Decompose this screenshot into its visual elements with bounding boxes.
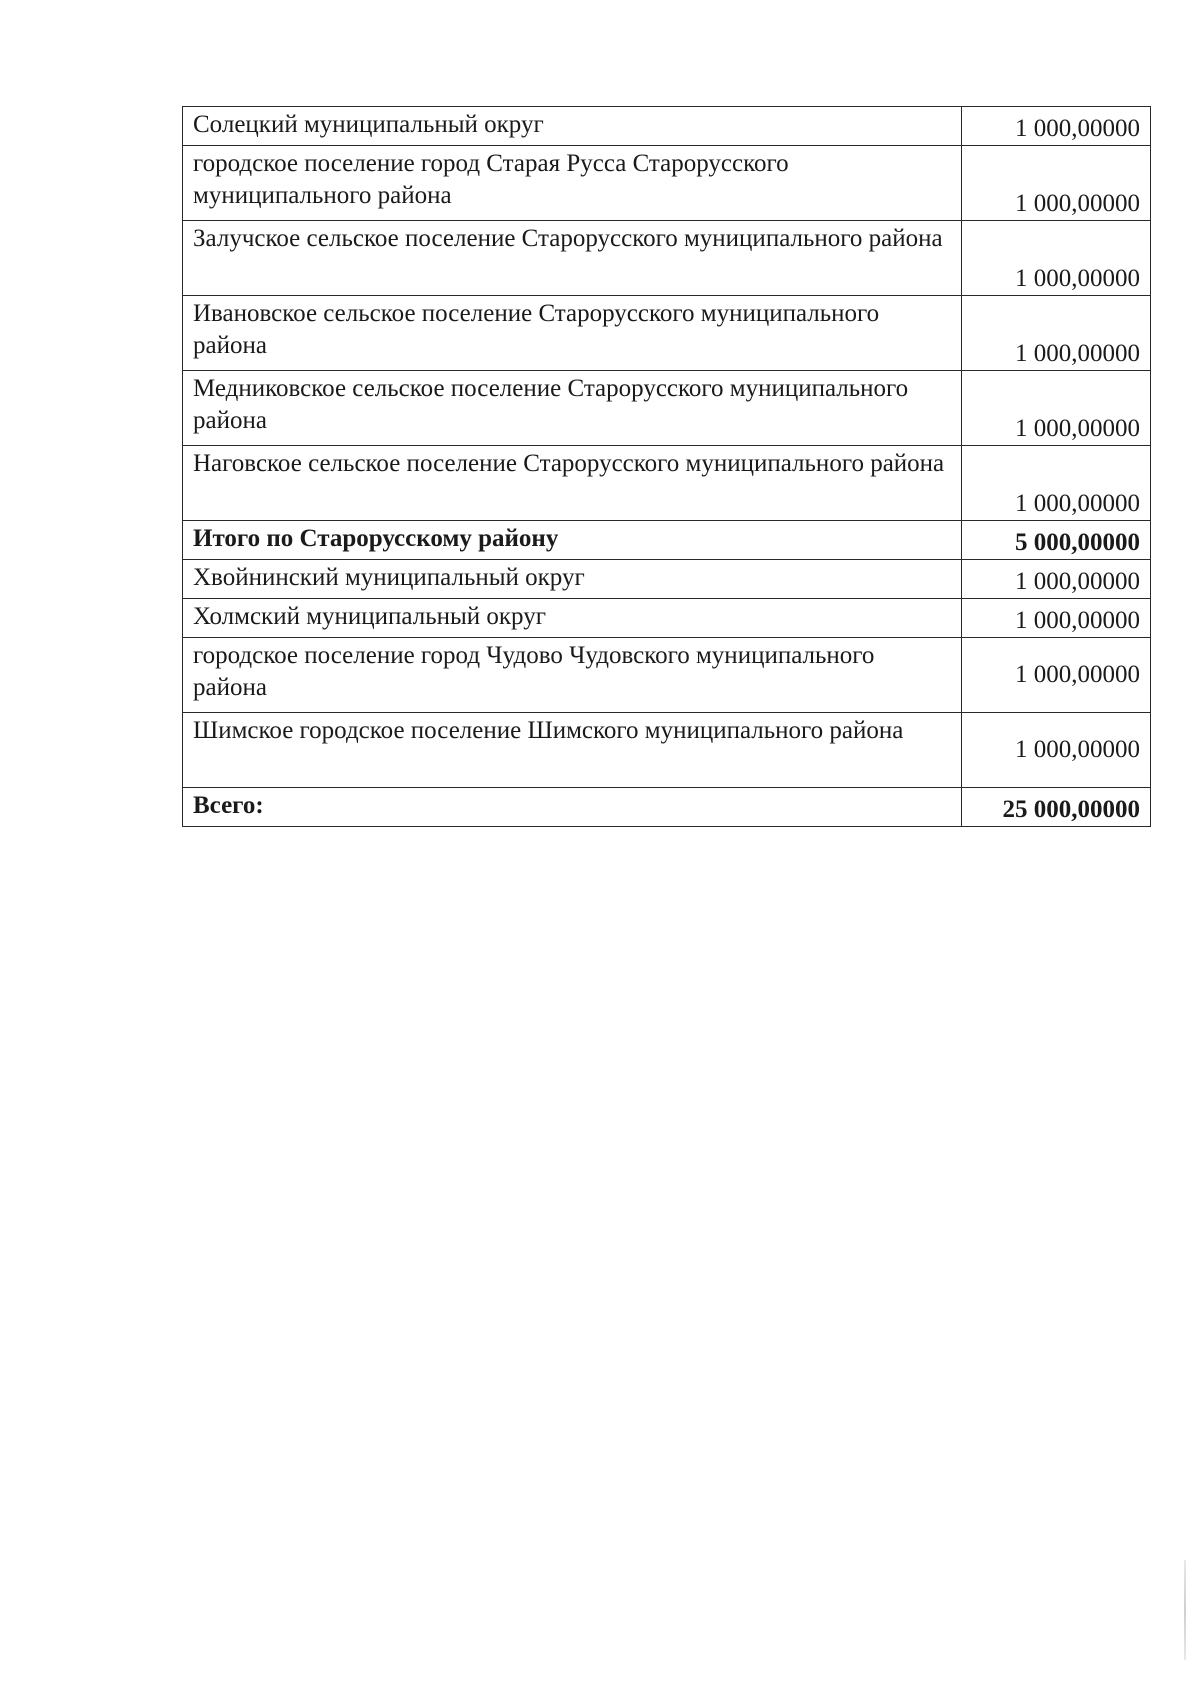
subtotal-label: Итого по Старорусскому району — [183, 521, 962, 560]
table-row — [183, 107, 1151, 146]
row-amount-cell: 1 000,00000 — [962, 221, 1151, 296]
row-name-cell: Наговское сельское поселение Старорусского муниципального района — [183, 446, 962, 521]
table-row — [183, 296, 1151, 371]
subtotal-row — [183, 521, 1151, 560]
row-amount-cell: 1 000,00000 — [962, 560, 1151, 599]
row-name-cell: Шимское городское поселение Шимского муниципального района — [183, 713, 962, 788]
table-row — [183, 146, 1151, 221]
table-row — [183, 221, 1151, 296]
row-name-cell: Хвойнинский муниципальный округ — [183, 560, 962, 599]
row-name-cell: городское поселение город Старая Русса Старорусского муниципального района — [183, 146, 962, 221]
allocation-table — [182, 106, 1151, 827]
grand-total-row — [183, 788, 1151, 827]
grand-total-amount: 25 000,00000 — [962, 788, 1151, 827]
table-row — [183, 446, 1151, 521]
table-row — [183, 371, 1151, 446]
row-amount-cell: 1 000,00000 — [962, 146, 1151, 221]
table-row — [183, 638, 1151, 713]
row-amount-cell: 1 000,00000 — [962, 296, 1151, 371]
row-name-cell: городское поселение город Чудово Чудовского муниципального района — [183, 638, 962, 713]
row-name-cell: Ивановское сельское поселение Старорусского муниципального района — [183, 296, 962, 371]
row-name-cell: Солецкий муниципальный округ — [183, 107, 962, 146]
row-amount-cell: 1 000,00000 — [962, 107, 1151, 146]
table-row — [183, 560, 1151, 599]
row-amount-cell: 1 000,00000 — [962, 638, 1151, 713]
allocation-table-body — [183, 107, 1151, 827]
row-amount-cell: 1 000,00000 — [962, 446, 1151, 521]
row-amount-cell: 1 000,00000 — [962, 713, 1151, 788]
grand-total-label: Всего: — [183, 788, 962, 827]
table-row — [183, 713, 1151, 788]
table-row — [183, 599, 1151, 638]
subtotal-amount: 5 000,00000 — [962, 521, 1151, 560]
row-name-cell: Залучское сельское поселение Старорусского муниципального района — [183, 221, 962, 296]
row-name-cell: Медниковское сельское поселение Старорусского муниципального района — [183, 371, 962, 446]
scan-edge-mark — [1184, 1560, 1186, 1660]
row-name-cell: Холмский муниципальный округ — [183, 599, 962, 638]
row-amount-cell: 1 000,00000 — [962, 599, 1151, 638]
row-amount-cell: 1 000,00000 — [962, 371, 1151, 446]
